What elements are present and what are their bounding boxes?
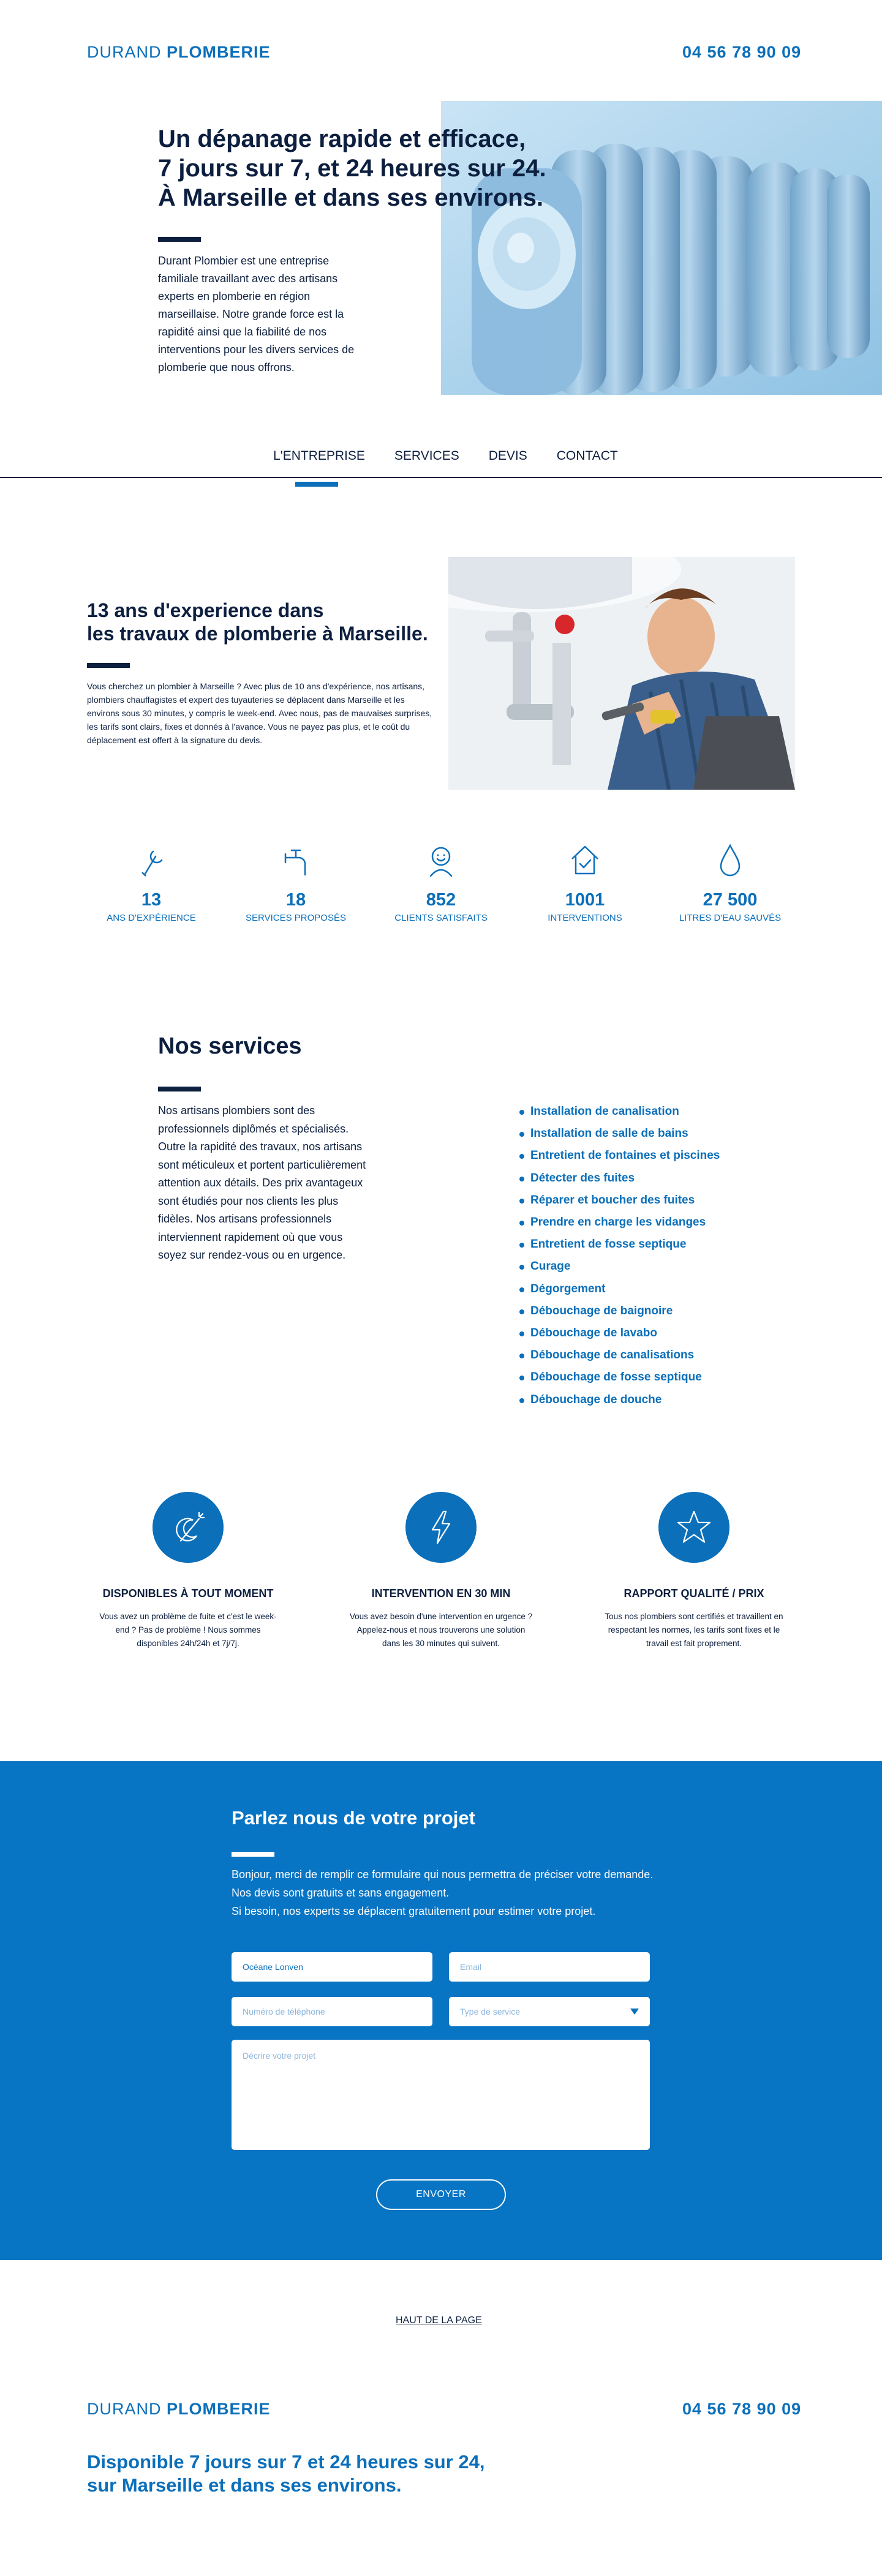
stat-value: 13 (141, 890, 162, 910)
moon-sun-icon (168, 1508, 208, 1547)
nav-divider (0, 477, 882, 478)
services-title-underline (158, 1087, 201, 1091)
nav-devis[interactable]: DEVIS (488, 449, 527, 463)
feature-description: Vous avez un problème de fuite et c'est le week-end ? Pas de problème ! Nous sommes disponibles 24h/24h et 7j/7j. (99, 1612, 277, 1648)
hero-description: Durant Plombier est une entreprise familiale travaillant avec des artisans experts en plomberie en région marseillaise. Notre grande force est la rapidité ainsi que la fiabilité de nos interventions pour les divers services de plomberie que nous offrons. (158, 255, 355, 373)
feature-intervention (340, 1492, 542, 1650)
main-nav (273, 449, 618, 463)
star-icon (674, 1508, 714, 1547)
service-item[interactable]: Installation de canalisation (519, 1101, 720, 1123)
service-item[interactable]: Débouchage de baignoire (519, 1300, 720, 1322)
name-input[interactable]: Océane Lonven (232, 1952, 432, 1982)
stat-value: 18 (285, 890, 306, 910)
service-item[interactable]: Débouchage de lavabo (519, 1322, 720, 1344)
feature-title: DISPONIBLES À TOUT MOMENT (102, 1587, 274, 1600)
feature-available (87, 1492, 289, 1650)
feature-quality (593, 1492, 795, 1650)
stat-value: 27 500 (703, 890, 758, 910)
footer-logo[interactable] (87, 2400, 271, 2419)
service-item[interactable]: Prendre en charge les vidanges (519, 1211, 720, 1234)
contact-title: Parlez nous de votre projet (232, 1807, 475, 1829)
water-drop-icon (714, 842, 747, 878)
logo-plomberie: PLOMBERIE (167, 2400, 271, 2418)
feature-icon-circle (153, 1492, 224, 1563)
stat-experience (84, 842, 219, 923)
nav-contact[interactable]: CONTACT (556, 449, 618, 463)
hero-title: Un dépanage rapide et efficace, 7 jours sur 7, et 24 heures sur 24. À Marseille et dans ses environs. (158, 125, 546, 211)
service-item[interactable]: Débouchage de canalisations (519, 1344, 720, 1366)
hero-title-underline (158, 237, 201, 242)
stat-water (663, 842, 797, 923)
contact-description: Bonjour, merci de remplir ce formulaire qui nous permettra de préciser votre demande. Nos devis sont gratuits et sans engagement. Si besoin, nos experts se déplacent gratuitement pour estimer votre projet. (232, 1868, 654, 1917)
chevron-down-icon (630, 2009, 639, 2015)
about-title: 13 ans d'experience dans les travaux de plomberie à Marseille. (87, 599, 428, 645)
phone-input[interactable]: Numéro de téléphone (232, 1997, 432, 2026)
stat-interventions (518, 842, 652, 923)
stat-label: CLIENTS SATISFAITS (394, 913, 488, 923)
service-item[interactable]: Entretient de fontaines et piscines (519, 1145, 720, 1167)
service-item[interactable]: Curage (519, 1256, 720, 1278)
service-item[interactable]: Entretient de fosse septique (519, 1234, 720, 1256)
stat-clients (374, 842, 508, 923)
nav-entreprise[interactable]: L'ENTREPRISE (273, 449, 365, 463)
logo-plomberie: PLOMBERIE (167, 43, 271, 61)
footer-tagline: Disponible 7 jours sur 7 et 24 heures sur 24, sur Marseille et dans ses environs. (87, 2451, 485, 2496)
stat-value: 852 (426, 890, 456, 910)
email-input[interactable]: Email (449, 1952, 650, 1982)
about-description: Vous cherchez un plombier à Marseille ? Avec plus de 10 ans d'expérience, nos artisans, plombiers chauffagistes et expert des tuyauteries se déplacent dans Marseille et les environs sous 30 minutes, y compris le week-end. Avec nous, pas de mauvaises surprises, les tarifs sont clairs, fixes et donnés à l'avance. Vous ne payez pas plus, et le coût du déplacement est offert à la signature du devis. (87, 681, 432, 745)
wrench-icon (135, 842, 168, 878)
logo-durand: DURAND (87, 2400, 162, 2418)
service-item[interactable]: Débouchage de douche (519, 1389, 720, 1411)
service-item[interactable]: Détecter des fuites (519, 1167, 720, 1189)
plumber-photo (448, 557, 795, 790)
header-phone[interactable]: 04 56 78 90 09 (682, 43, 802, 61)
contact-section (0, 1761, 882, 2260)
stat-services (228, 842, 363, 923)
services-title: Nos services (158, 1033, 302, 1059)
feature-description: Tous nos plombiers sont certifiés et travaillent en respectant les normes, les tarifs sont fixes et le travail est fait proprement. (605, 1612, 783, 1648)
stat-label: INTERVENTIONS (548, 913, 622, 923)
project-textarea[interactable]: Décrire votre projet (232, 2040, 650, 2150)
header-logo[interactable] (87, 43, 271, 62)
about-title-underline (87, 663, 130, 668)
feature-icon-circle (658, 1492, 729, 1563)
stat-label: LITRES D'EAU SAUVÉS (679, 913, 782, 923)
nav-services[interactable]: SERVICES (394, 449, 459, 463)
plumber-illustration (448, 557, 795, 790)
lightning-icon (421, 1508, 461, 1547)
feature-title: RAPPORT QUALITÉ / PRIX (624, 1587, 764, 1600)
service-type-placeholder: Type de service (460, 2007, 521, 2016)
contact-title-underline (232, 1852, 274, 1857)
footer-phone[interactable]: 04 56 78 90 09 (682, 2400, 802, 2418)
feature-description: Vous avez besoin d'une intervention en urgence ? Appelez-nous et nous trouverons une solution dans les 30 minutes qui suivent. (349, 1612, 533, 1648)
feature-icon-circle (405, 1492, 477, 1563)
stat-label: ANS D'EXPÉRIENCE (107, 913, 196, 923)
stat-value: 1001 (565, 890, 605, 910)
service-item[interactable]: Réparer et boucher des fuites (519, 1189, 720, 1211)
feature-title: INTERVENTION EN 30 MIN (371, 1587, 511, 1600)
happy-client-icon (424, 842, 458, 878)
stat-label: SERVICES PROPOSÉS (246, 913, 346, 923)
service-item[interactable]: Dégorgement (519, 1278, 720, 1300)
house-check-icon (568, 842, 601, 878)
back-to-top-link[interactable]: HAUT DE LA PAGE (396, 2315, 482, 2326)
service-item[interactable]: Installation de salle de bains (519, 1123, 720, 1145)
send-button[interactable]: ENVOYER (376, 2179, 506, 2210)
service-item[interactable]: Débouchage de fosse septique (519, 1366, 720, 1388)
logo-durand: DURAND (87, 43, 162, 61)
services-description: Nos artisans plombiers sont des professionnels diplômés et spécialisés. Outre la rapidité des travaux, nos artisans sont méticuleux et portent particulièrement attention aux détails. Des prix avantageux sont étudiés pour nos clients les plus fidèles. Nos artisans professionnels interviennent rapidement où que vous soyez sur rendez-vous ou en urgence. (158, 1104, 366, 1261)
service-type-select[interactable] (449, 1997, 650, 2026)
services-list (519, 1101, 720, 1411)
faucet-icon (279, 842, 312, 878)
